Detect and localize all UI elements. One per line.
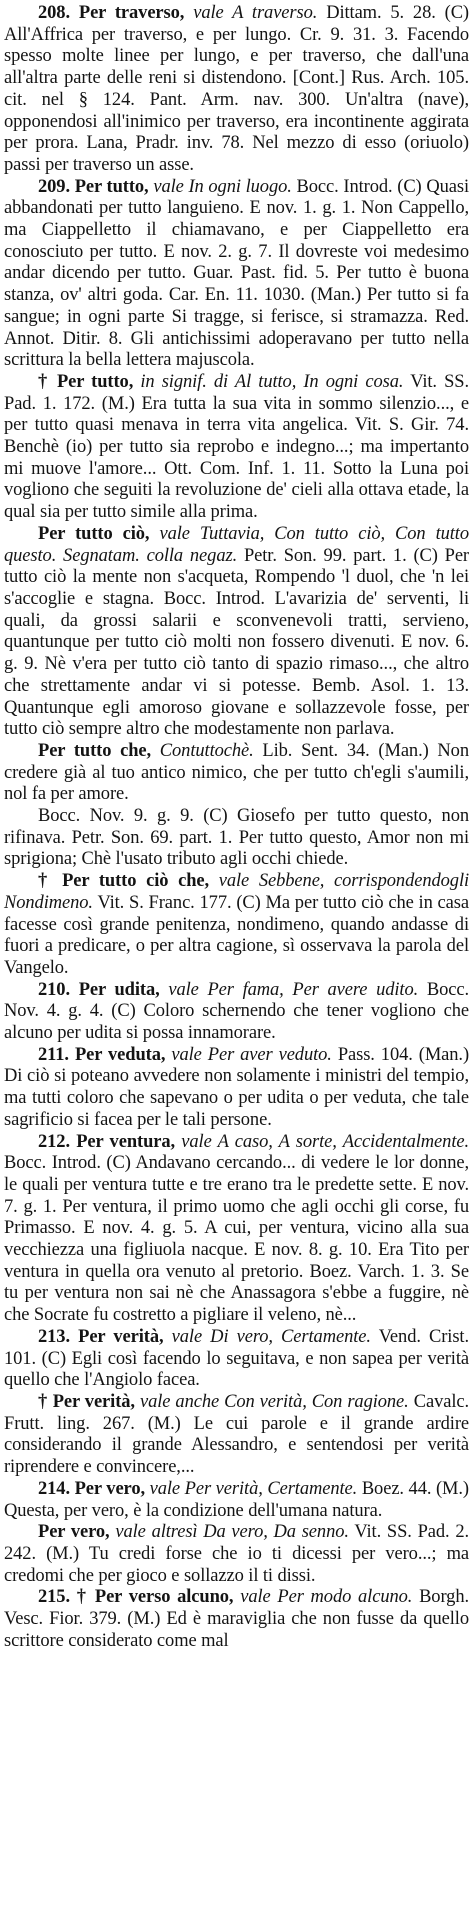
- entry-citations: Borgh. Vesc. Fior. 379. (M.) Ed è maraviglia che non fusse da quello scrittore considerato come mal: [4, 1587, 470, 1651]
- entry-citations: Bocc. Introd. (C) Quasi abbandonati per tutto languieno. E nov. 1. g. 1. Non Cappello, ma Ciappelletto il chiamavano, e per Ciappelletto era conosciuto per tutto. E nov. 2. g. 7. Il dovreste voi medesimo andar dicendo per tutto. Guar. Past. fid. 5. Per tutto è buona stanza, ov' altri goda. Car. En. 11. 1030. (Man.) Per tutto si fa sangue; in ogni parte Si tragge, si ferisce, si stramazza. Red. Annot. Ditir. 8. Gli antichissimi adoperavano per tutto nella scrittura la bella lettera majuscola.: [4, 176, 470, 371]
- entry-213-sub-1: [4, 1392, 469, 1479]
- entry-209-sub-4: [4, 806, 469, 871]
- entry-headword: Per vero,: [38, 1522, 110, 1543]
- entry-209-sub-2: [4, 524, 469, 741]
- entry-215: [4, 1587, 469, 1652]
- entry-number: 209.: [38, 176, 70, 197]
- entry-headword: Per ventura,: [76, 1131, 176, 1152]
- entry-headword: Per veduta,: [74, 1044, 166, 1065]
- entry-citations: Vit. S. Franc. 177. (C) Ma per tutto ciò che in casa facesse così grande penitenza, nondimeno, quando andasse di fuori a predicare, o per altra cagione, sì osservava la parola del Vangelo.: [4, 892, 469, 978]
- dictionary-page: [4, 3, 469, 1915]
- entry-number: 215. †: [38, 1587, 89, 1608]
- entry-214: [4, 1479, 469, 1522]
- entry-definition: vale Per verità, Certamente.: [149, 1478, 358, 1499]
- entry-headword: Per tutto che,: [38, 740, 152, 761]
- entry-citations: Cavalc. Frutt. ling. 267. (M.) Le cui parole e il grande ardire considerando il grande Alessandro, e sentendosi per verità riprendere e convincere,...: [4, 1392, 470, 1478]
- entry-citations: Vit. SS. Pad. 2. 242. (M.) Tu credi forse che io ti dicessi per vero...; ma credomi che per gioco e sollazzo il ti dissi.: [4, 1522, 470, 1586]
- entry-number: 212.: [38, 1131, 70, 1152]
- entry-definition: vale Per modo alcuno.: [240, 1587, 413, 1608]
- entry-definition: Contuttochè.: [159, 740, 254, 761]
- entry-213: [4, 1327, 469, 1392]
- entry-211: [4, 1045, 469, 1132]
- entry-212: [4, 1132, 469, 1327]
- entry-headword: Per udita,: [78, 979, 160, 1000]
- entry-headword: Per vero,: [74, 1478, 146, 1499]
- entry-definition: vale Tuttavia, Con tutto ciò, Con tutto questo. Segnatam. colla negaz.: [4, 523, 469, 566]
- entry-number: 210.: [38, 979, 70, 1000]
- entry-headword: Per tutto ciò che,: [62, 871, 210, 892]
- entry-214-sub-1: [4, 1522, 469, 1587]
- entry-headword: Per verità,: [52, 1392, 135, 1412]
- entry-headword: Per traverso,: [78, 3, 185, 23]
- entry-citations: Bocc. Introd. (C) Andavano cercando... di vedere le lor donne, le quali per ventura tutte e tre erano tra le predette sette. E nov. 7. g. 1. Per ventura, il primo uomo che agli occhi gli corse, fu Primasso. E nov. 4. g. 5. A cui, per ventura, vicino alla sua vecchiezza una figliuola nacque. E nov. 8. g. 10. Era Tito per ventura in quella ora venuto al pretorio. Boez. Varch. 1. 3. Se tu per ventura non sai nè che Anassagora s'ebbe a fuggire, nè che Socrate fu costretto a pigliare il veleno, nè...: [4, 1153, 469, 1326]
- entry-citations: Bocc. Nov. 4. g. 4. (C) Coloro schernendo che tener vogliono che alcuno per udita si possa innamorare.: [4, 979, 469, 1044]
- entry-definition: vale Per aver veduto.: [171, 1044, 332, 1065]
- entry-definition: in signif. di Al tutto, In ogni cosa.: [140, 371, 404, 392]
- entry-citations: Lib. Sent. 34. (Man.) Non credere già al tuo antico nimico, che per tutto ch'egli s'aumili, nol fa per amore.: [4, 740, 469, 805]
- entry-number: 208.: [38, 3, 70, 23]
- entry-dagger: †: [38, 371, 50, 392]
- entry-dagger: †: [38, 1392, 48, 1412]
- entry-number: 214.: [38, 1478, 70, 1499]
- entry-definition: vale altresì Da vero, Da senno.: [115, 1522, 349, 1543]
- entry-definition: vale A traverso.: [193, 3, 318, 23]
- entry-definition: vale Per fama, Per avere udito.: [168, 979, 419, 1000]
- entry-citations: Bocc. Nov. 9. g. 9. (C) Giosefo per tutto questo, non rifinava. Petr. Son. 69. part. 1. Per tutto questo, Amor non mi sprigiona; Chè l'usato tributo agli occhi chiede.: [4, 806, 469, 870]
- entry-headword: Per tutto,: [74, 176, 149, 197]
- entry-citations: Pass. 104. (Man.) Di ciò si poteano avvedere non solamente i ministri del tempio, ma tutti coloro che sapevano o per udita o per veduta, che tale sagrificio si facea per le tali persone.: [4, 1044, 470, 1130]
- entry-dagger: †: [38, 871, 53, 892]
- entry-209-sub-1: [4, 372, 469, 524]
- entry-definition: vale A caso, A sorte, Accidentalmente.: [181, 1131, 469, 1152]
- entry-headword: Per verso alcuno,: [94, 1587, 234, 1608]
- entry-definition: vale Di vero, Certamente.: [171, 1326, 371, 1347]
- entry-definition: vale In ogni luogo.: [153, 176, 292, 197]
- entry-definition: vale anche Con verità, Con ragione.: [139, 1392, 409, 1412]
- entry-definition: vale Sebbene, corrispondendogli Nondimeno.: [4, 871, 470, 913]
- entry-citations: Petr. Son. 99. part. 1. (C) Per tutto ciò la mente non s'acqueta, Rompendo 'l duol, che 'n lei s'accoglie e stagna. Bocc. Introd. L'avarizia de' serventi, li quali, da grossi salarii e sconvenevoli tratti, servieno, quantunque per tutto ciò molti non fossero divenuti. E nov. 6. g. 9. Nè v'era per tutto ciò tanto di spazio rimaso..., che altro che strettamente andar vi si potesse. Bemb. Asol. 1. 13. Quantunque egli amoroso giovane e sollazzevole fosse, per tutto ciò sempre altro che modestamente non parlava.: [4, 545, 469, 740]
- entry-210: [4, 980, 469, 1045]
- entry-headword: Per verità,: [78, 1326, 164, 1347]
- entry-citations: Boez. 44. (M.) Questa, per vero, è la condizione dell'umana natura.: [4, 1478, 469, 1521]
- entry-headword: Per tutto,: [56, 371, 134, 392]
- entry-209-sub-3: [4, 741, 469, 806]
- entry-citations: Vend. Crist. 101. (C) Egli così facendo lo seguitava, e non sapea per verità quello che l'Angiolo facea.: [4, 1326, 470, 1391]
- entry-209-sub-5: [4, 871, 469, 980]
- entry-citations: Vit. SS. Pad. 1. 172. (M.) Era tutta la sua vita in sommo silenzio..., e per tutto quasi menava in terra vita angelica. Vit. S. Gir. 74. Benchè (io) per tutto sia reprobo e indegno...; ma impertanto mi muove l'amore... Ott. Com. Inf. 1. 11. Sotto la Luna poi vogliono che seguiti la revoluzione de' cieli alla ottava etade, la qual sia per tutto simile alla prima.: [4, 371, 470, 523]
- entry-208: [4, 3, 469, 177]
- entry-209: [4, 177, 469, 372]
- entry-number: 213.: [38, 1326, 70, 1347]
- entry-number: 211.: [38, 1044, 69, 1065]
- entry-headword: Per tutto ciò,: [38, 523, 150, 544]
- entry-citations: Dittam. 5. 28. (C) All'Affrica per traverso, e per lungo. Cr. 9. 31. 3. Facendo spesso molte linee per lungo, e per traverso, che dall'una all'altra parte delle reni si distendono. [Cont.] Rus. Arch. 105. cit. nel § 124. Pant. Arm. nav. 300. Un'altra (nave), opponendosi all'inimico per traverso, era incontinente aggirata per prora. Lana, Pradr. inv. 78. Nel mezzo di esso (oriuolo) passi per traverso un asse.: [4, 3, 469, 175]
